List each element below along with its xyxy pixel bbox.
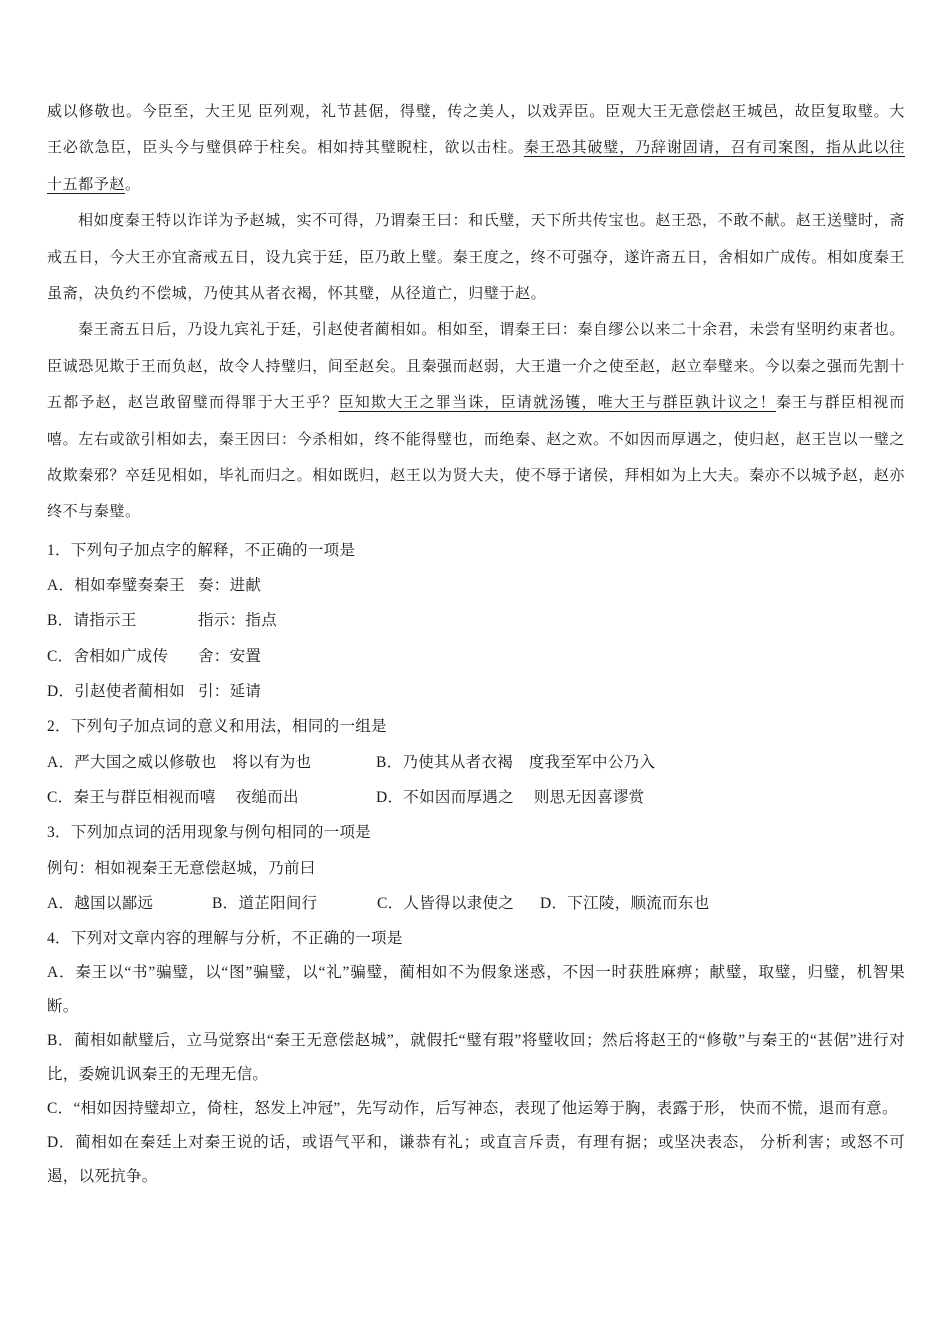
question-3-options — [47, 886, 905, 921]
question-1-option-d — [47, 674, 905, 709]
option-sentence: D．引赵使者蔺相如 — [47, 683, 185, 701]
question-4 — [47, 921, 905, 1194]
question-4-option-b: B．蔺相如献璧后，立马觉察出“秦王无意偿赵城”，就假托“璧有瑕”将璧收回；然后将赵王的“修敬”与秦王的“甚倨”进行对比，委婉讥讽秦王的无理无信。 — [47, 1032, 905, 1084]
question-2-option-c: C．秦王与群臣相视而嘻 夜缒而出 — [47, 788, 299, 806]
document-page — [47, 0, 905, 1194]
passage-p1-text: 威以修敬也。今臣至，大王见 臣列观，礼节甚倨，得璧，传之美人，以戏弄臣。臣观大王无意偿赵王城邑，故臣复取璧。大王必欲急臣，臣头今与璧俱碎于柱矣。相如持其璧睨柱，欲以击柱。 — [47, 102, 905, 157]
option-gloss: 奏：进献 — [198, 577, 262, 595]
question-4-option-c: C．“相如因持璧却立，倚柱，怒发上冲冠”，先写动作，后写神态，表现了他运筹于胸，表露于形， 快而不慌，退而有意。 — [47, 1100, 898, 1118]
question-1-option-b — [47, 603, 905, 638]
question-1-stem: 1．下列句子加点字的解释，不正确的一项是 — [47, 541, 356, 559]
question-4-option-a: A．秦王以“书”骗璧，以“图”骗璧，以“礼”骗璧，蔺相如不为假象迷惑，不因一时获胜麻痹；献璧，取璧，归璧，机智果断。 — [47, 964, 905, 1016]
passage-p3-text: 秦王斋五日后，乃设九宾礼于廷，引赵使者蔺相如。相如至，谓秦王曰：秦自缪公以来二十余君，未尝有坚明约束者也。臣诚恐见欺于王而负赵，故令人持璧归，间至赵矣。且秦强而赵弱，大王遣一介之使至赵，赵立奉璧来。今以秦之强而先割十五都予赵，赵岂敢留璧而得罪于大王乎？ — [47, 320, 906, 412]
question-3 — [47, 815, 905, 921]
passage-p3-underlined: 臣知欺大王之罪当诛，臣请就汤镬，唯大王与群臣孰计议之！ — [338, 393, 776, 412]
question-1-option-a — [47, 568, 905, 603]
question-3-option-b: B．道芷阳间行 — [212, 894, 318, 912]
question-2-stem: 2．下列句子加点词的意义和用法，相同的一组是 — [47, 718, 387, 736]
question-3-stem: 3．下列加点词的活用现象与例句相同的一项是 — [47, 824, 372, 842]
question-2-row-cd — [47, 780, 905, 815]
question-3-example: 例句：相如视秦王无意偿赵城，乃前曰 — [47, 859, 316, 877]
option-sentence: A．相如奉璧奏秦王 — [47, 577, 185, 595]
question-3-option-c: C．人皆得以隶使之 — [377, 894, 515, 912]
question-1-option-c — [47, 639, 905, 674]
question-2-option-b: B．乃使其从者衣褐 度我至军中公乃入 — [376, 753, 656, 771]
option-gloss: 指示：指点 — [198, 612, 278, 630]
option-sentence: B．请指示王 — [47, 612, 137, 630]
question-2-option-a: A．严大国之威以修敬也 将以有为也 — [47, 753, 312, 771]
passage-p1-underlined: 秦王恐其破璧，乃辞谢固请，召有司案图，指从此以往十五都予赵 — [47, 138, 905, 193]
passage-p1-end: 。 — [125, 174, 141, 193]
question-3-option-a: A．越国以鄙远 — [47, 894, 154, 912]
question-2-option-d: D．不如因而厚遇之 则思无因喜谬赏 — [376, 788, 645, 806]
passage-paragraph-3 — [47, 311, 905, 529]
option-gloss: 引：延请 — [198, 683, 262, 701]
passage-paragraph-2: 相如度秦王特以诈详为予赵城，实不可得，乃谓秦王曰：和氏璧，天下所共传宝也。赵王恐，不敢不献。赵王送璧时，斋戒五日，今大王亦宜斋戒五日，设九宾于廷，臣乃敢上璧。秦王度之，终不可强夺，遂许斋五日，舍相如广成传。相如度秦王虽斋，决负约不偿城，乃使其从者衣褐，怀其璧，从径道亡，归璧于赵。 — [47, 211, 906, 303]
question-2 — [47, 709, 905, 815]
question-2-row-ab — [47, 745, 905, 780]
option-sentence: C．舍相如广成传 — [47, 647, 169, 665]
question-3-option-d: D．下江陵，顺流而东也 — [540, 894, 710, 912]
question-1 — [47, 533, 905, 709]
passage-p3-end: 秦王与群臣相视而嘻。左右或欲引相如去，秦王因曰：今杀相如，终不能得璧也，而绝秦、赵之欢。不如因而厚遇之，使归赵，赵王岂以一璧之故欺秦邪？卒廷见相如，毕礼而归之。相如既归，赵王以为贤大夫，使不辱于诸侯，拜相如为上大夫。秦亦不以城予赵，赵亦终不与秦璧。 — [47, 393, 906, 521]
passage-paragraph-1 — [47, 93, 905, 202]
question-4-option-d: D．蔺相如在秦廷上对秦王说的话，或语气平和，谦恭有礼；或直言斥责，有理有据；或坚决表态， 分析利害；或怒不可遏，以死抗争。 — [47, 1134, 905, 1186]
option-gloss: 舍：安置 — [198, 647, 262, 665]
question-4-stem: 4．下列对文章内容的理解与分析，不正确的一项是 — [47, 930, 403, 948]
